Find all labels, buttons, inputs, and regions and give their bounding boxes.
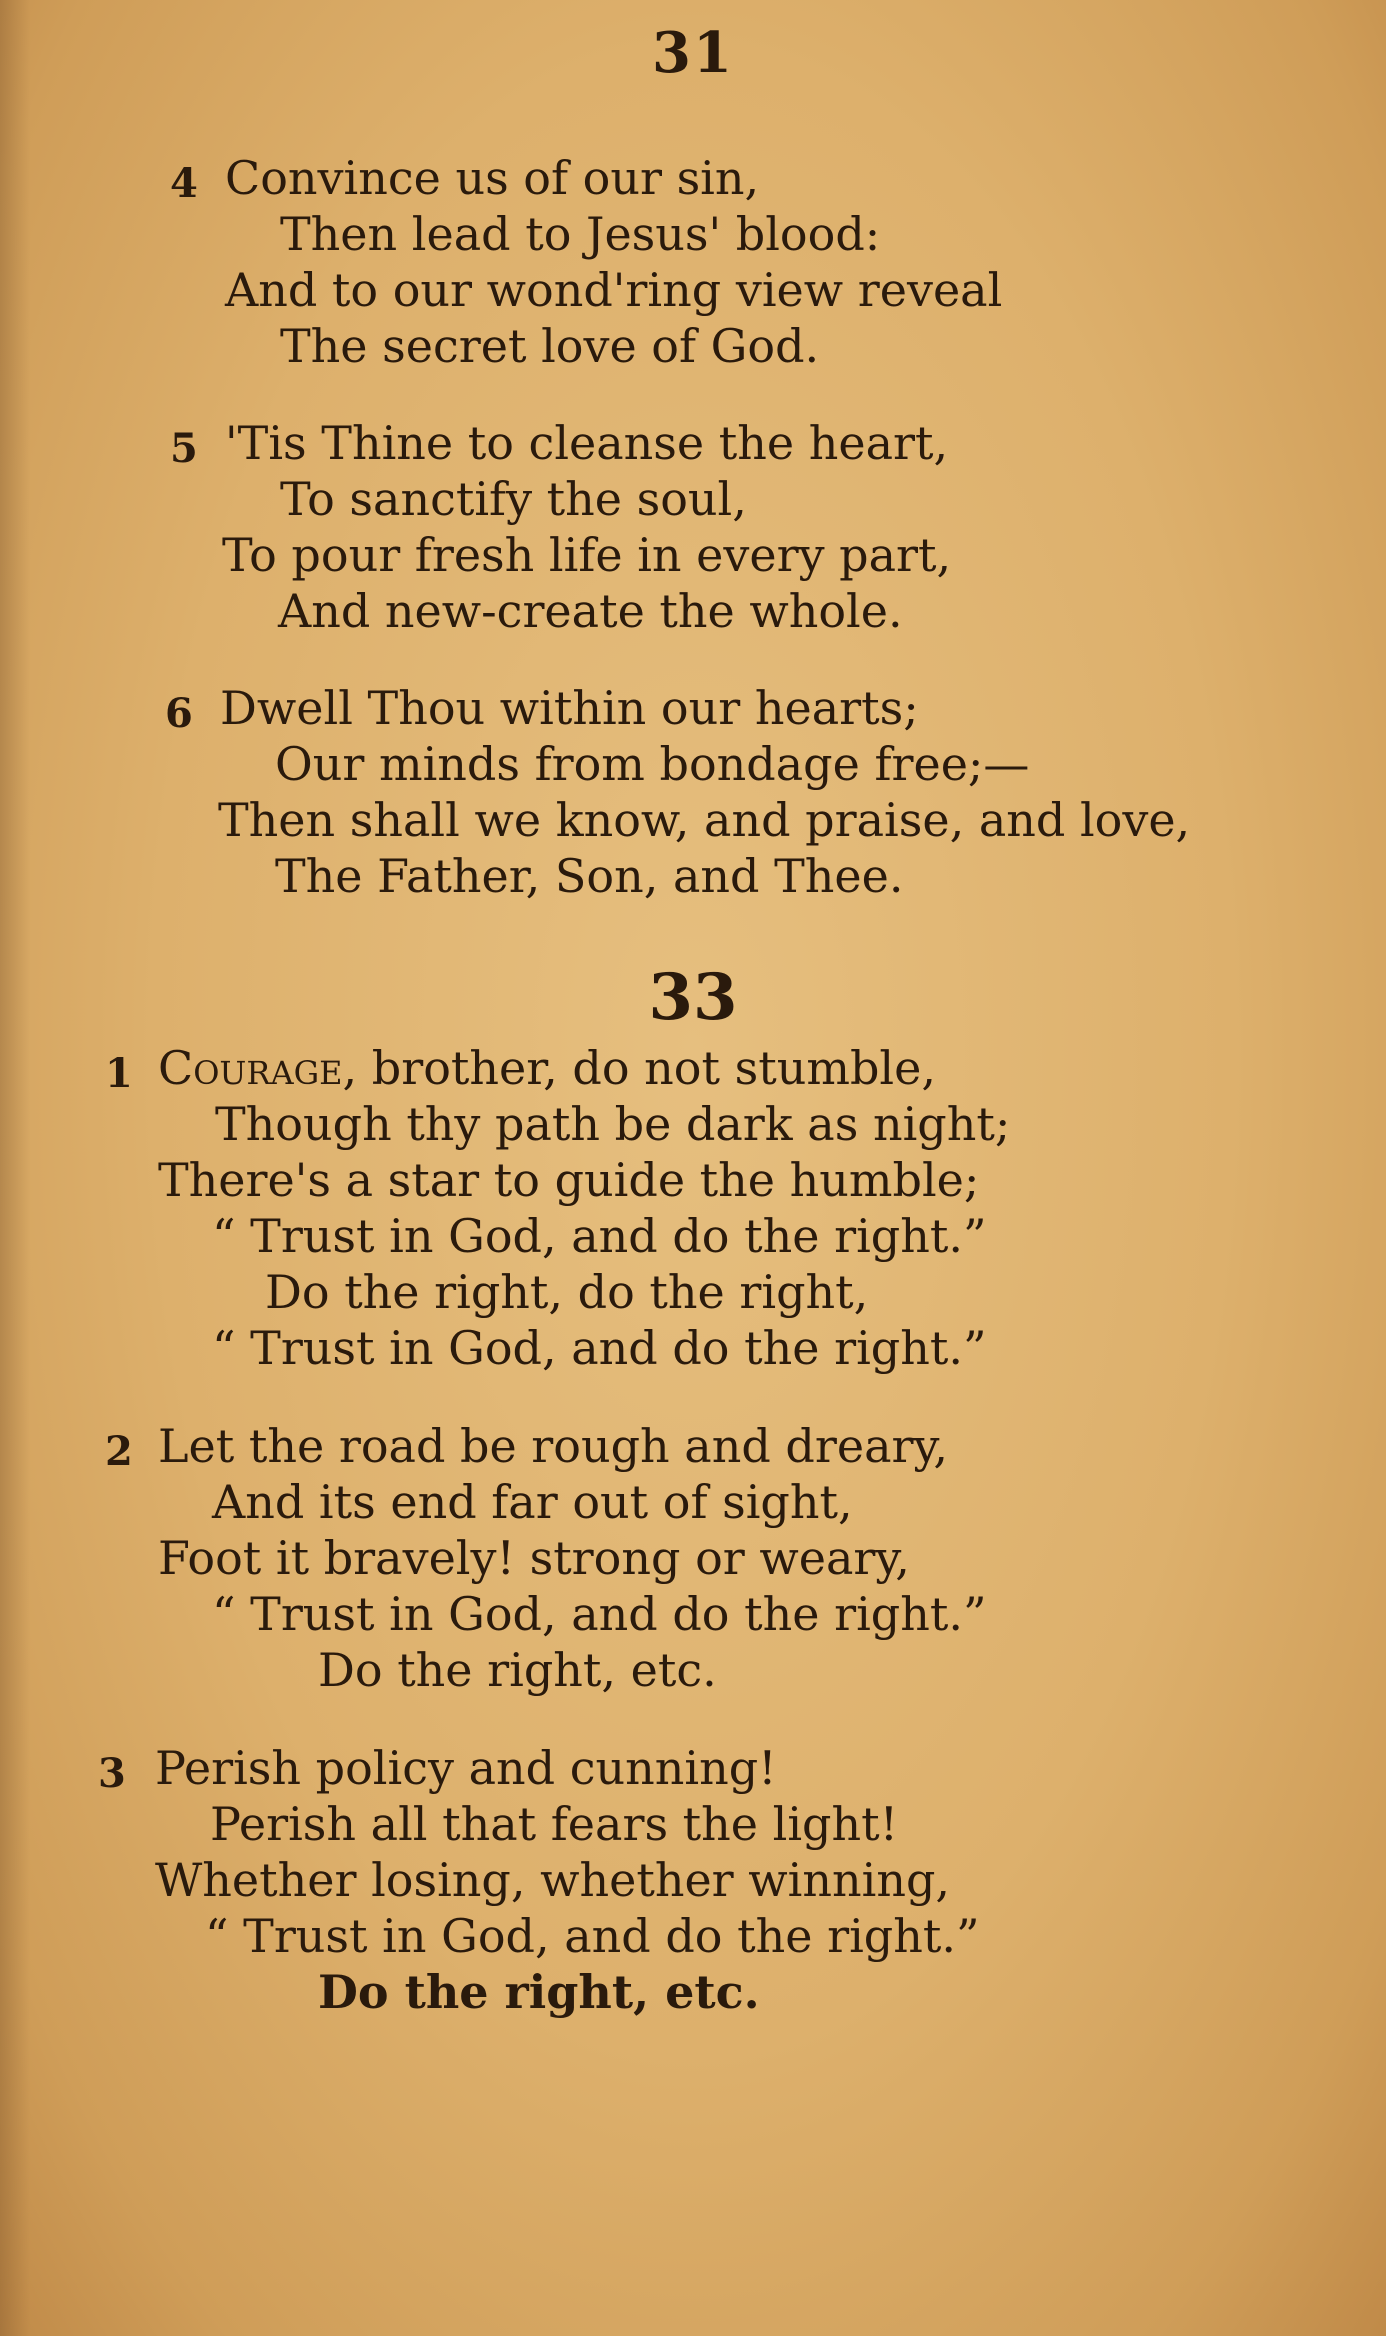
stanza-line: To pour fresh life in every part, — [222, 528, 952, 582]
page-edge-shadow — [0, 0, 30, 2336]
stanza-line: 'Tis Thine to cleanse the heart, — [225, 416, 949, 470]
stanza-line: Though thy path be dark as night; — [215, 1097, 1011, 1151]
stanza-line: “ Trust in God, and do the right.” — [212, 1209, 987, 1263]
stanza-line: To sanctify the soul, — [280, 472, 747, 526]
stanza-line: Our minds from bondage free;— — [275, 737, 1030, 791]
stanza-first-line-rest: , brother, do not stumble, — [342, 1041, 936, 1095]
stanza-line: The Father, Son, and Thee. — [275, 849, 904, 903]
stanza-line: Then lead to Jesus' blood: — [280, 207, 881, 261]
verse-number: 5 — [170, 425, 198, 472]
stanza-line: Perish all that fears the light! — [210, 1797, 899, 1851]
verse-number: 1 — [105, 1050, 133, 1097]
stanza-line: “ Trust in God, and do the right.” — [212, 1321, 987, 1375]
stanza-line: Let the road be rough and dreary, — [158, 1419, 948, 1473]
stanza-line: “ Trust in God, and do the right.” — [212, 1587, 987, 1641]
hymn-number: 33 — [648, 960, 738, 1035]
stanza-line: And its end far out of sight, — [212, 1475, 853, 1529]
stanza-line: Foot it bravely! strong or weary, — [158, 1531, 910, 1585]
stanza-line: Do the right, etc. — [318, 1643, 717, 1697]
verse-number: 6 — [165, 690, 193, 737]
stanza-line: Perish policy and cunning! — [155, 1741, 777, 1795]
verse-number: 2 — [105, 1428, 133, 1475]
stanza-line: Do the right, do the right, — [265, 1265, 869, 1319]
stanza-line: And to our wond'ring view reveal — [225, 263, 1003, 317]
verse-number: 4 — [170, 160, 198, 207]
page-number: 31 — [652, 20, 734, 86]
stanza-line: Whether losing, whether winning, — [155, 1853, 951, 1907]
stanza-line: Then shall we know, and praise, and love, — [218, 793, 1191, 847]
stanza-line: “ Trust in God, and do the right.” — [205, 1909, 980, 1963]
stanza-first-word: Courage — [158, 1041, 343, 1095]
stanza-line: Dwell Thou within our hearts; — [220, 681, 919, 735]
stanza-line: There's a star to guide the humble; — [158, 1153, 980, 1207]
stanza-first-line — [158, 1040, 936, 1096]
stanza-line: Convince us of our sin, — [225, 151, 760, 205]
stanza-line: And new-create the whole. — [278, 584, 903, 638]
verse-number: 3 — [98, 1750, 126, 1797]
stanza-line: Do the right, etc. — [318, 1965, 760, 2019]
stanza-line: The secret love of God. — [280, 319, 820, 373]
